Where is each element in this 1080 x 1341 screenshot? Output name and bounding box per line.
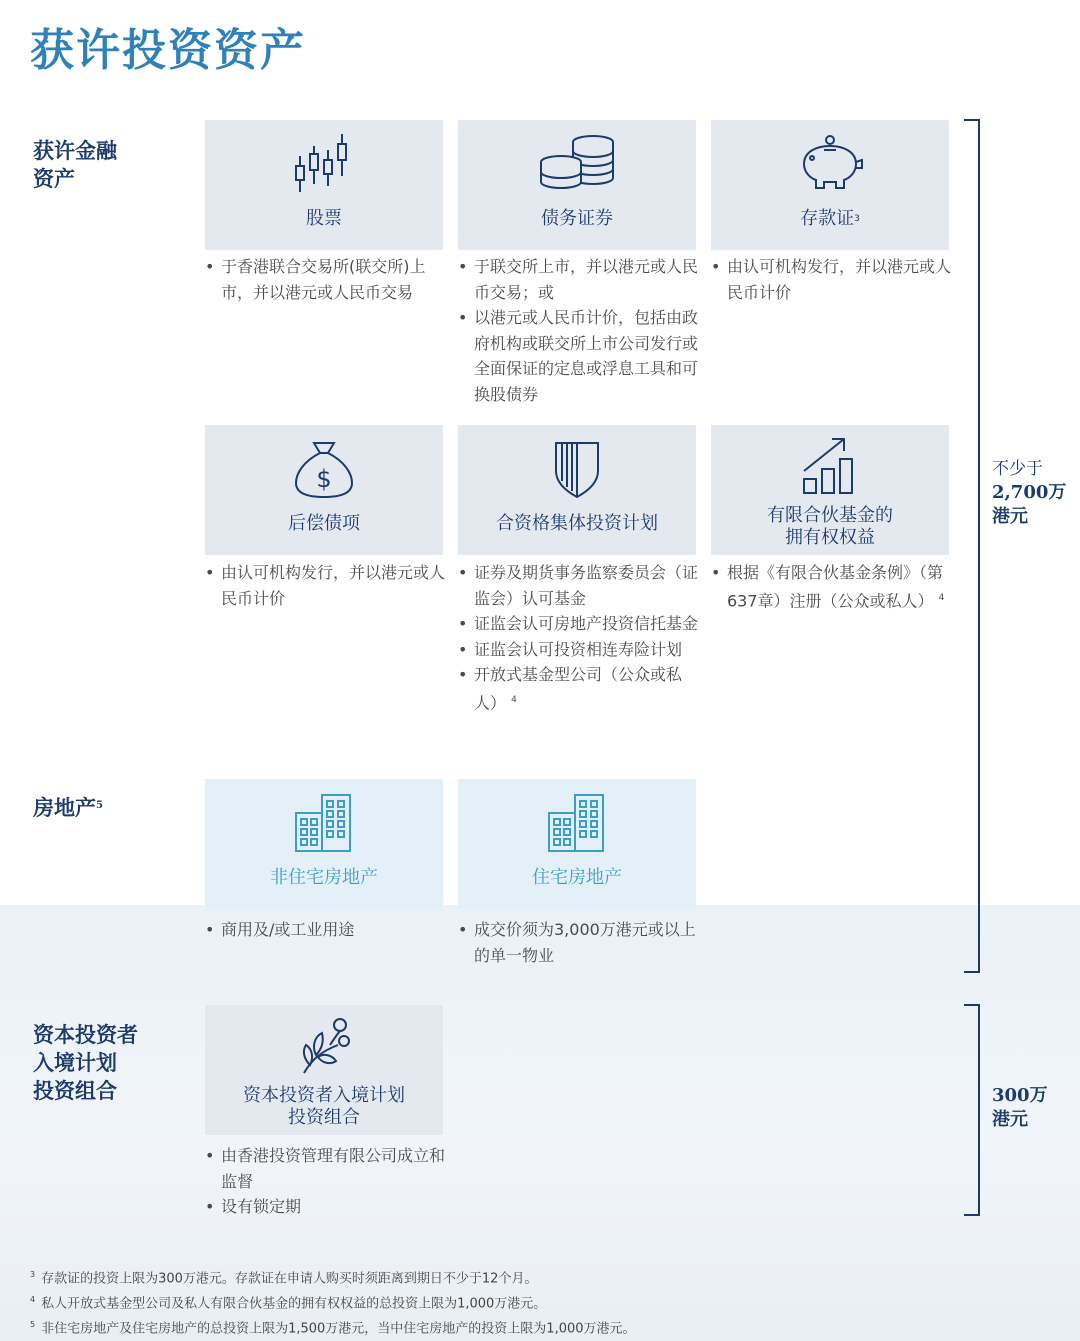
section-label-cies: 资本投资者 入境计划 投资组合: [33, 1022, 138, 1103]
card-residential: [458, 779, 696, 909]
piggy-bank-icon: [711, 134, 949, 194]
card-cies-portfolio: [205, 1005, 443, 1135]
nonresidential-bullets: [205, 917, 445, 943]
coin-stack-icon: [458, 134, 696, 194]
building-icon: [205, 793, 443, 853]
shield-icon: [458, 439, 696, 499]
svg-text:$: $: [316, 465, 332, 493]
list-item: • 设有锁定期: [205, 1194, 445, 1220]
lpf-bullets: [711, 560, 951, 613]
list-item: • 由香港投资管理有限公司成立和监督: [205, 1143, 445, 1194]
stocks-bullets: [205, 254, 445, 305]
footnotes: [30, 1265, 1060, 1339]
list-item: • 于联交所上市，并以港元或人民币交易；或: [458, 254, 698, 305]
section-label-financial: 获许金融 资产: [33, 138, 117, 191]
building-icon: [458, 793, 696, 853]
list-item: • 由认可机构发行，并以港元或人民币计价: [205, 560, 445, 611]
card-label: 债务证券: [541, 208, 613, 229]
card-label: 资本投资者入境计划 投资组合: [243, 1085, 405, 1128]
card-subordinated: [205, 425, 443, 555]
residential-bullets: [458, 917, 698, 968]
list-item: • 成交价须为3,000万港元或以上的单一物业: [458, 917, 698, 968]
card-label: 后偿债项: [288, 513, 360, 534]
amount-main: 不少于 2,700万 港元: [992, 459, 1067, 527]
section-label-realestate: 房地产$^5$: [33, 795, 103, 820]
amount-cies: 300万 港元: [992, 1085, 1048, 1130]
card-label: 合资格集体投资计划: [496, 513, 658, 534]
footnote: $^5$ 非住宅房地产及住宅房地产的总投资上限为1,500万港元，当中住宅房地产的投资上限为1,000万港元。: [30, 1319, 636, 1336]
candlestick-chart-icon: [205, 134, 443, 194]
list-item: • 证监会认可房地产投资信托基金: [458, 611, 698, 637]
list-item: • 以港元或人民币计价，包括由政府机构或联交所上市公司发行或全面保证的定息或浮息工具和可换股债券: [458, 305, 698, 407]
list-item: • 证券及期货事务监察委员会（证监会）认可基金: [458, 560, 698, 611]
card-label: 非住宅房地产: [270, 867, 378, 888]
list-item: • 根据《有限合伙基金条例》（第637章）注册（公众或私人） $^4$: [711, 560, 951, 613]
list-item: • 商用及/或工业用途: [205, 917, 445, 943]
list-item: • 于香港联合交易所(联交所)上市，并以港元或人民币交易: [205, 254, 445, 305]
bracket-cies: [964, 1004, 980, 1216]
bonds-bullets: [458, 254, 698, 407]
footnote: $^3$ 存款证的投资上限为300万港元。存款证在申请人购买时须距离到期日不少于12个月。: [30, 1270, 538, 1287]
card-bonds: [458, 120, 696, 250]
list-item: • 由认可机构发行，并以港元或人民币计价: [711, 254, 951, 305]
plant-icon: [205, 1015, 443, 1075]
list-item: • 证监会认可投资相连寿险计划: [458, 637, 698, 663]
card-label: 股票: [306, 208, 342, 229]
card-label: 住宅房地产: [532, 867, 622, 888]
card-deposit: [711, 120, 949, 250]
subordinated-bullets: [205, 560, 445, 611]
card-label: 存款证$^3$: [800, 208, 860, 229]
money-bag-icon: [205, 439, 443, 499]
page-title: 获许投资资产: [30, 25, 306, 76]
card-label: 有限合伙基金的 拥有权权益: [767, 505, 893, 548]
cies-bullets: [205, 1143, 445, 1220]
card-stocks: [205, 120, 443, 250]
deposit-bullets: [711, 254, 951, 305]
card-lpf: [711, 425, 949, 555]
growth-chart-icon: [711, 435, 949, 495]
card-cis: [458, 425, 696, 555]
bracket-main: [964, 119, 980, 973]
footnote: $^4$ 私人开放式基金型公司及私人有限合伙基金的拥有权权益的总投资上限为1,000万港元。: [30, 1294, 547, 1312]
list-item: • 开放式基金型公司（公众或私人） $^4$: [458, 662, 698, 715]
card-nonresidential: [205, 779, 443, 909]
cis-bullets: [458, 560, 698, 715]
